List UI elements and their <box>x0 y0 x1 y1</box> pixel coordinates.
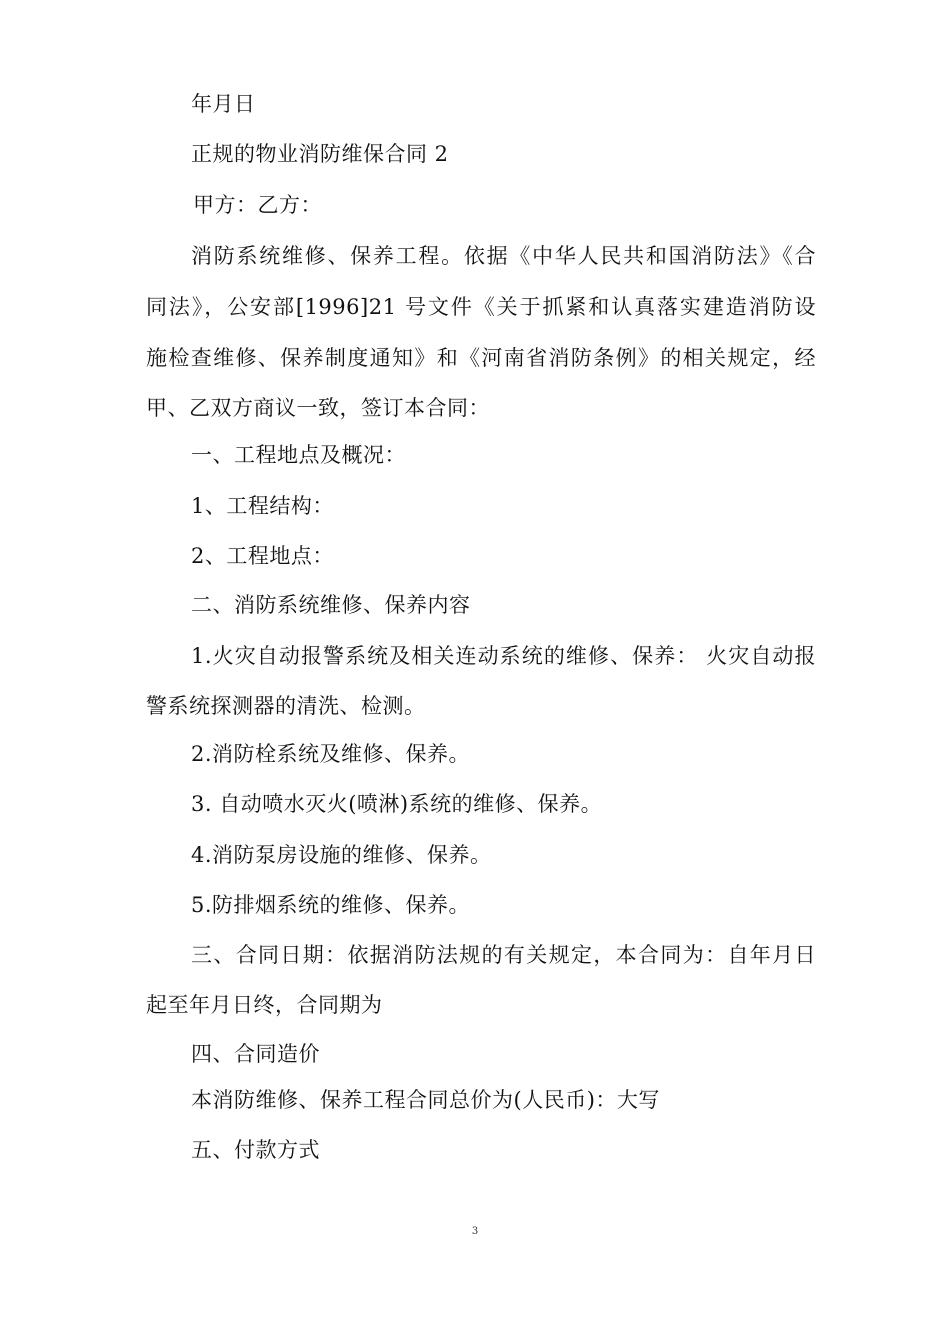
item-structure: 1、工程结构： <box>191 494 334 518</box>
section-1-heading: 一、工程地点及概况： <box>191 443 406 467</box>
item-location: 2、工程地点： <box>191 544 334 568</box>
item-sprinkler: 3. 自动喷水灭火(喷淋)系统的维修、保养。 <box>191 792 603 816</box>
item-alarm-line-2: 警系统探测器的清洗、检测。 <box>146 694 426 718</box>
item-hydrant: 2.消防栓系统及维修、保养。 <box>191 742 471 766</box>
section-3-line-2: 起至年月日终，合同期为 <box>146 993 383 1017</box>
section-2-heading: 二、消防系统维修、保养内容 <box>191 593 471 617</box>
preamble-line-2: 同法》，公安部[1996]21 号文件《关于抓紧和认真落实建造消防设 <box>146 295 816 319</box>
date-line: 年月日 <box>191 92 256 116</box>
parties-line: 甲方：乙方： <box>193 193 322 217</box>
item-smoke-exhaust: 5.防排烟系统的维修、保养。 <box>191 893 471 917</box>
item-alarm-line-1: 1.火灾自动报警系统及相关连动系统的维修、保养： 火灾自动报 <box>191 644 816 668</box>
section-3-line-1: 三、合同日期：依据消防法规的有关规定，本合同为：自年月日 <box>191 943 816 967</box>
page-number: 3 <box>471 1226 479 1237</box>
contract-title: 正规的物业消防维保合同 2 <box>191 142 449 166</box>
item-pump-room: 4.消防泵房设施的维修、保养。 <box>191 843 492 867</box>
section-4-body: 本消防维修、保养工程合同总价为(人民币)：大写 <box>191 1088 660 1112</box>
preamble-line-4: 甲、乙双方商议一致，签订本合同： <box>146 396 490 420</box>
section-5-heading: 五、付款方式 <box>191 1138 320 1162</box>
preamble-line-3: 施检查维修、保养制度通知》和《河南省消防条例》的相关规定，经 <box>146 346 816 370</box>
section-4-heading: 四、合同造价 <box>191 1042 320 1066</box>
preamble-line-1: 消防系统维修、保养工程。依据《中华人民共和国消防法》《合 <box>191 244 816 268</box>
